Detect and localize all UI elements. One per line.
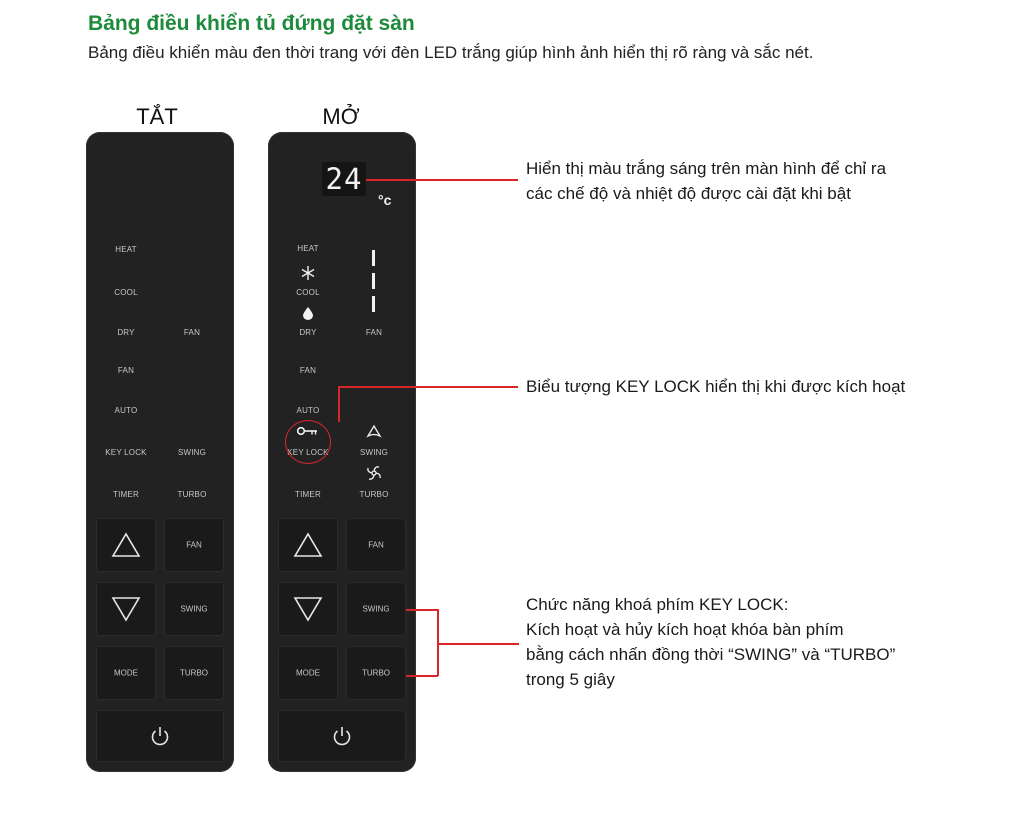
turbo-button-label: TURBO xyxy=(180,668,208,678)
control-panel-on xyxy=(268,132,416,772)
key-lock-highlight-circle xyxy=(285,420,331,464)
bracket-callout-line xyxy=(437,643,519,645)
arrow-up-icon xyxy=(111,532,141,558)
power-button[interactable] xyxy=(96,710,224,762)
key-lock-label: KEY LOCK xyxy=(287,448,329,457)
arrow-up-icon xyxy=(293,532,323,558)
control-panel-off xyxy=(86,132,234,772)
fan-speed-bar xyxy=(372,250,375,266)
temp-up-button[interactable] xyxy=(278,518,338,572)
mode-button-label: MODE xyxy=(114,668,138,678)
fan-button[interactable] xyxy=(346,518,406,572)
fan-mode-label: FAN xyxy=(299,366,317,375)
turbo-button[interactable] xyxy=(346,646,406,700)
callout-line: bằng cách nhấn đồng thời “SWING” và “TURBO” xyxy=(526,645,896,664)
fan-speed-label: FAN xyxy=(183,328,201,337)
turbo-icon xyxy=(366,465,382,481)
fan-button-label: FAN xyxy=(368,540,384,550)
dry-label: DRY xyxy=(299,328,317,337)
fan-speed-bar xyxy=(372,273,375,289)
page-subtitle: Bảng điều khiển màu đen thời trang với đèn LED trắng giúp hình ảnh hiển thị rõ ràng và sắc nét. xyxy=(88,43,814,62)
dry-label: DRY xyxy=(117,328,135,337)
keylock-callout-line-vertical xyxy=(338,386,340,422)
power-icon xyxy=(331,725,353,747)
temp-down-button[interactable] xyxy=(278,582,338,636)
swing-button-label: SWING xyxy=(362,604,390,614)
fan-speed-label: FAN xyxy=(365,328,383,337)
water-drop-icon xyxy=(303,307,313,320)
snowflake-icon xyxy=(300,265,316,281)
keylock-function-callout xyxy=(526,592,895,692)
turbo-label: TURBO xyxy=(177,490,207,499)
turbo-bracket-line xyxy=(406,675,438,677)
fan-button-label: FAN xyxy=(186,540,202,550)
swing-button[interactable] xyxy=(164,582,224,636)
fan-mode-label: FAN xyxy=(117,366,135,375)
mode-button-label: MODE xyxy=(296,668,320,678)
callout-line: Hiển thị màu trắng sáng trên màn hình để chỉ ra xyxy=(526,159,887,178)
auto-label: AUTO xyxy=(114,406,138,415)
swing-label: SWING xyxy=(177,448,207,457)
temp-down-button[interactable] xyxy=(96,582,156,636)
turbo-button[interactable] xyxy=(164,646,224,700)
swing-icon xyxy=(366,423,382,439)
mode-button[interactable] xyxy=(96,646,156,700)
arrow-down-icon xyxy=(111,596,141,622)
callout-line: Kích hoạt và hủy kích hoạt khóa bàn phím xyxy=(526,620,844,639)
swing-label: SWING xyxy=(359,448,389,457)
keylock-callout xyxy=(526,374,905,399)
fan-button[interactable] xyxy=(164,518,224,572)
timer-label: TIMER xyxy=(295,490,321,499)
swing-bracket-line xyxy=(406,609,438,611)
state-label-off: TẮT xyxy=(136,104,178,129)
mode-button[interactable] xyxy=(278,646,338,700)
callout-line: trong 5 giây xyxy=(526,670,615,689)
temp-up-button[interactable] xyxy=(96,518,156,572)
page-title: Bảng điều khiển tủ đứng đặt sàn xyxy=(88,12,415,35)
cool-label: COOL xyxy=(296,288,320,297)
auto-label: AUTO xyxy=(296,406,320,415)
state-label-on: MỞ xyxy=(322,104,360,129)
key-lock-label: KEY LOCK xyxy=(105,448,147,457)
fan-speed-bar xyxy=(372,296,375,312)
cool-label: COOL xyxy=(114,288,138,297)
callout-line: các chế độ và nhiệt độ được cài đặt khi bật xyxy=(526,184,851,203)
keylock-callout-line xyxy=(338,386,518,388)
power-icon xyxy=(149,725,171,747)
swing-button[interactable] xyxy=(346,582,406,636)
display-callout-line xyxy=(366,179,518,181)
heat-label: HEAT xyxy=(115,245,137,254)
swing-button-label: SWING xyxy=(180,604,208,614)
timer-label: TIMER xyxy=(113,490,139,499)
display-callout xyxy=(526,156,886,206)
callout-line: Biểu tượng KEY LOCK hiển thị khi được kích hoạt xyxy=(526,377,906,396)
celsius-unit: °c xyxy=(378,192,392,208)
turbo-button-label: TURBO xyxy=(362,668,390,678)
arrow-down-icon xyxy=(293,596,323,622)
heat-label: HEAT xyxy=(297,244,319,253)
temperature-display: 24 xyxy=(322,162,366,196)
power-button[interactable] xyxy=(278,710,406,762)
callout-line: Chức năng khoá phím KEY LOCK: xyxy=(526,595,789,614)
turbo-label: TURBO xyxy=(359,490,389,499)
